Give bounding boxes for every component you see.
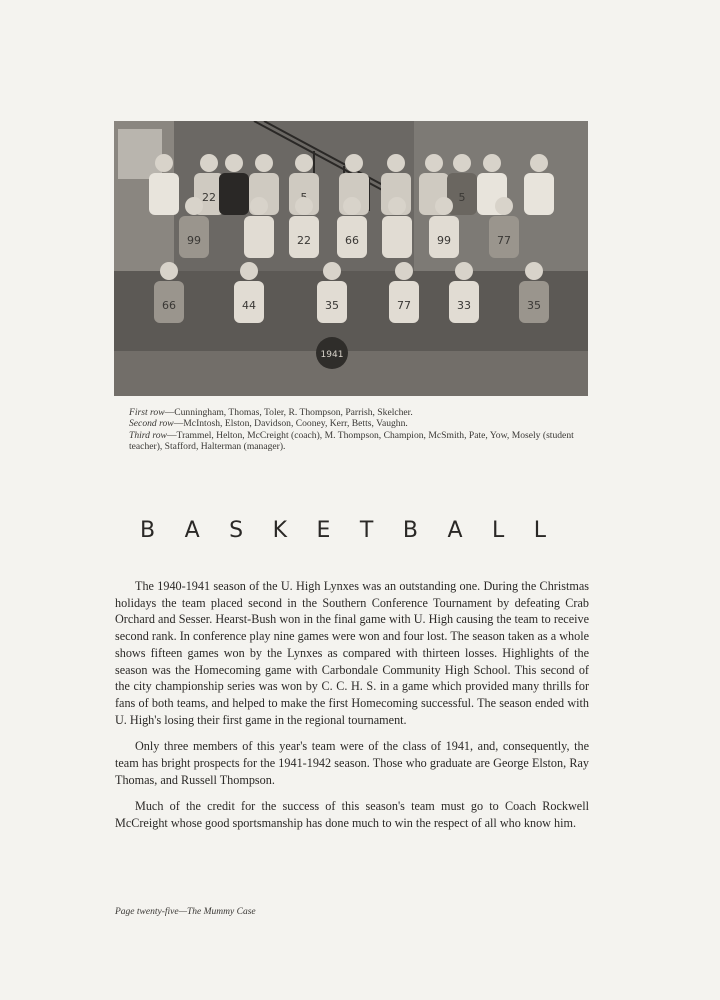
team-photo-illustration — [114, 121, 588, 396]
jersey-number: 77 — [397, 299, 411, 312]
jersey-number: 44 — [242, 299, 256, 312]
photo-caption — [129, 407, 599, 453]
caption-second-label: Second row — [129, 418, 174, 430]
team-photo — [114, 121, 588, 396]
jersey-number: 35 — [527, 299, 541, 312]
jersey-number: 22 — [297, 234, 311, 247]
jersey-number: 33 — [457, 299, 471, 312]
caption-second-names: —McIntosh, Elston, Davidson, Cooney, Kerr, Betts, Vaughn. — [173, 418, 408, 430]
jersey-number: 66 — [162, 299, 176, 312]
caption-first-names: —Cunningham, Thomas, Toler, R. Thompson, Parrish, Skelcher. — [164, 407, 413, 418]
caption-second-row — [129, 418, 599, 429]
bulletin-board — [118, 129, 162, 179]
paragraph-2: Only three members of this year's team were of the class of 1941, and, consequently, the team has bright prospects for the 1941-1942 season. Those who graduate are George Elston, Ray Thomas, and Russell Thompson. — [115, 739, 589, 787]
jersey-number: 5 — [458, 191, 466, 204]
jersey-number: 35 — [325, 299, 339, 312]
page-title: BASKETBALL — [140, 518, 576, 543]
jersey-number: 22 — [202, 191, 216, 204]
caption-third-names: —Trammel, Helton, McCreight (coach), M. Thompson, Champion, McSmith, Pate, Yow, Mosely (student teacher), Stafford, Halterman (manager). — [129, 429, 574, 453]
caption-first-row — [129, 407, 599, 418]
page-footer: Page twenty-five—The Mummy Case — [115, 907, 256, 917]
paragraph-1: The 1940-1941 season of the U. High Lynxes was an outstanding one. During the Christmas holidays the team placed second in the Southern Conference Tournament by defeating Crab Orchard and Sesser. Hearst-Bush won in the final game with U. High causing the team to receive second rank. In conference play nine games were won and four lost. The season taken as a whole shows fifteen games won by the Lynxes as compared with thirteen losses. Highlights of the season was the Homecoming game with Carbondale Community High School. This second of the city championship series was won by C. C. H. S. in a game which provided many thrills for fans of both teams, and helped to make the first Homecoming successful. The season ended with U. High's losing their first game in the regional tournament. — [115, 579, 589, 727]
caption-third-row — [129, 430, 599, 453]
ball-label: 1941 — [320, 350, 344, 360]
jersey-number: 99 — [437, 234, 451, 247]
jersey-number: 77 — [497, 234, 511, 247]
caption-first-label: First row — [129, 407, 165, 418]
article-body — [115, 578, 589, 842]
caption-third-label: Third row — [129, 429, 167, 441]
jersey-number: 66 — [345, 234, 359, 247]
paragraph-3: Much of the credit for the success of this season's team must go to Coach Rockwell McCreight whose good sportsmanship has done much to win the respect of all who know him. — [115, 799, 589, 831]
jersey-number: 99 — [187, 234, 201, 247]
